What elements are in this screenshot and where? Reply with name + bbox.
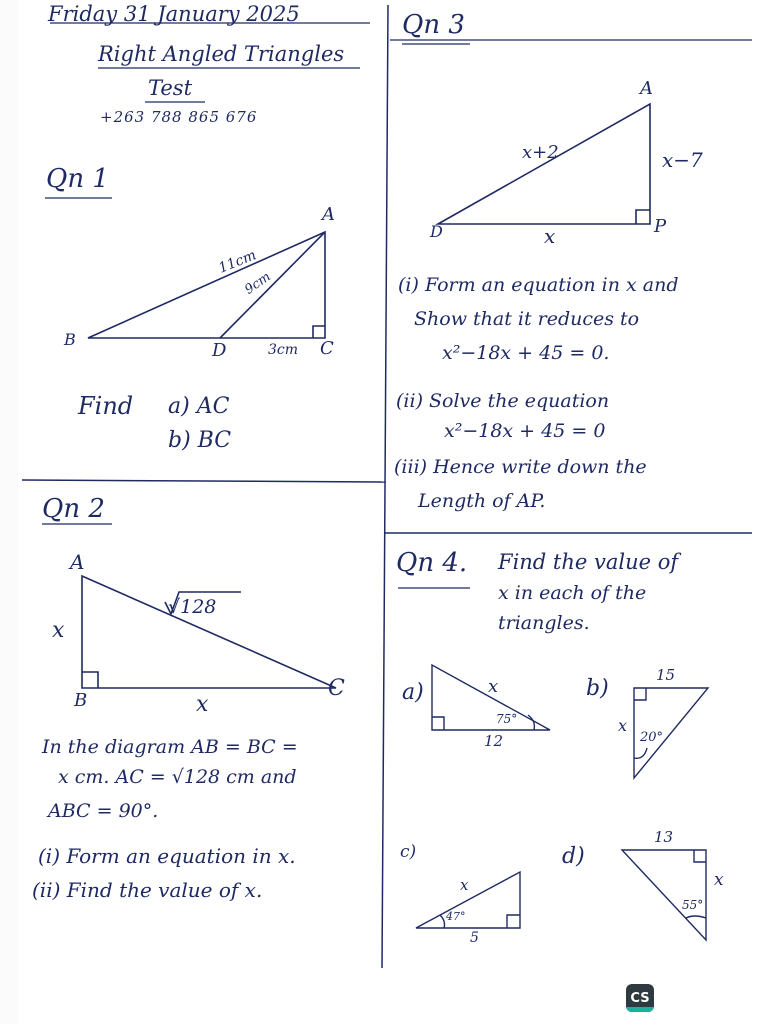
q4d-tag: d) [562,844,585,869]
q2-label-a: A [70,550,85,574]
q1-label-dc: 3cm [268,342,299,358]
q3-label-a: A [640,78,653,99]
page-subtitle: Test [148,76,193,100]
q3-label-p: P [654,216,667,237]
q4-text-line1: Find the value of [498,550,679,574]
q2-text-line1: In the diagram AB = BC = [42,736,298,758]
q4c-angle: 47° [446,910,466,923]
q4d-top: 13 [654,828,674,846]
q1-triangle [88,232,325,338]
q3-part-ii-line1: (ii) Solve the equation [396,390,610,412]
q2-heading: Qn 2 [42,494,105,524]
q4b-tag: b) [586,676,609,701]
q1-heading: Qn 1 [46,164,109,194]
q3-heading: Qn 3 [402,10,465,40]
q4a-triangle [432,665,550,730]
q1-label-d: D [212,340,227,361]
q2-triangle [82,576,336,688]
q2-label-ac: √128 [168,596,217,618]
q3-triangle [438,104,650,224]
q2-text-line2: x cm. AC = √128 cm and [58,766,297,788]
q4b-top: 15 [656,666,676,684]
q4a-base: 12 [484,732,504,750]
q4a-hyp: x [488,676,499,697]
vertical-divider [382,5,388,968]
q4d-side: x [714,870,724,890]
q4-heading: Qn 4. [396,548,468,578]
q4d-triangle [622,850,706,940]
q3-part-i-equation: x²−18x + 45 = 0. [442,342,610,364]
q3-label-ad: x+2 [522,142,559,163]
q3-part-iii-line2: Length of AP. [418,490,546,512]
q3-part-i-line2: Show that it reduces to [414,308,640,330]
q2-text-line3: ABC = 90°. [48,800,159,822]
q4a-tag: a) [402,680,424,705]
q1-label-ab: 11cm [216,247,259,277]
q4c-hyp: x [460,876,469,894]
date-heading: Friday 31 January 2025 [48,2,300,26]
q4b-side: x [618,716,628,735]
q1-label-ad: 9cm [242,269,274,298]
q3-part-iii-line1: (iii) Hence write down the [394,456,647,478]
q3-label-dp: x [544,224,556,248]
q4c-base: 5 [470,930,479,946]
q4d-angle: 55° [682,898,704,912]
q2-label-c: C [328,676,345,701]
q4-text-line2: x in each of the [498,582,647,604]
q3-part-i-line1: (i) Form an equation in x and [398,274,679,296]
q1-part-b: b) BC [168,428,232,453]
camscanner-logo: CS [626,984,654,1012]
q2-label-ab: x [52,618,65,643]
q2-label-b: B [74,690,88,711]
q1-label-a: A [322,204,335,225]
page-title: Right Angled Triangles [98,42,345,66]
left-middle-divider [22,480,386,482]
q1-label-c: C [320,338,334,359]
q4-text-line3: triangles. [498,612,590,634]
q4c-tag: c) [400,842,417,862]
q1-find: Find [78,392,134,420]
q2-part-ii: (ii) Find the value of x. [32,878,263,902]
q3-label-d: D [430,222,443,241]
q3-part-ii-equation: x²−18x + 45 = 0 [444,420,606,442]
q4a-angle: 75° [496,712,518,726]
q2-part-i: (i) Form an equation in x. [38,844,296,868]
q2-label-bc: x [196,692,209,717]
q4b-angle: 20° [640,730,664,745]
phone-number: +263 788 865 676 [100,108,258,126]
q3-label-ap: x−7 [662,148,703,172]
q1-part-a: a) AC [168,394,230,419]
q1-label-b: B [64,330,76,349]
